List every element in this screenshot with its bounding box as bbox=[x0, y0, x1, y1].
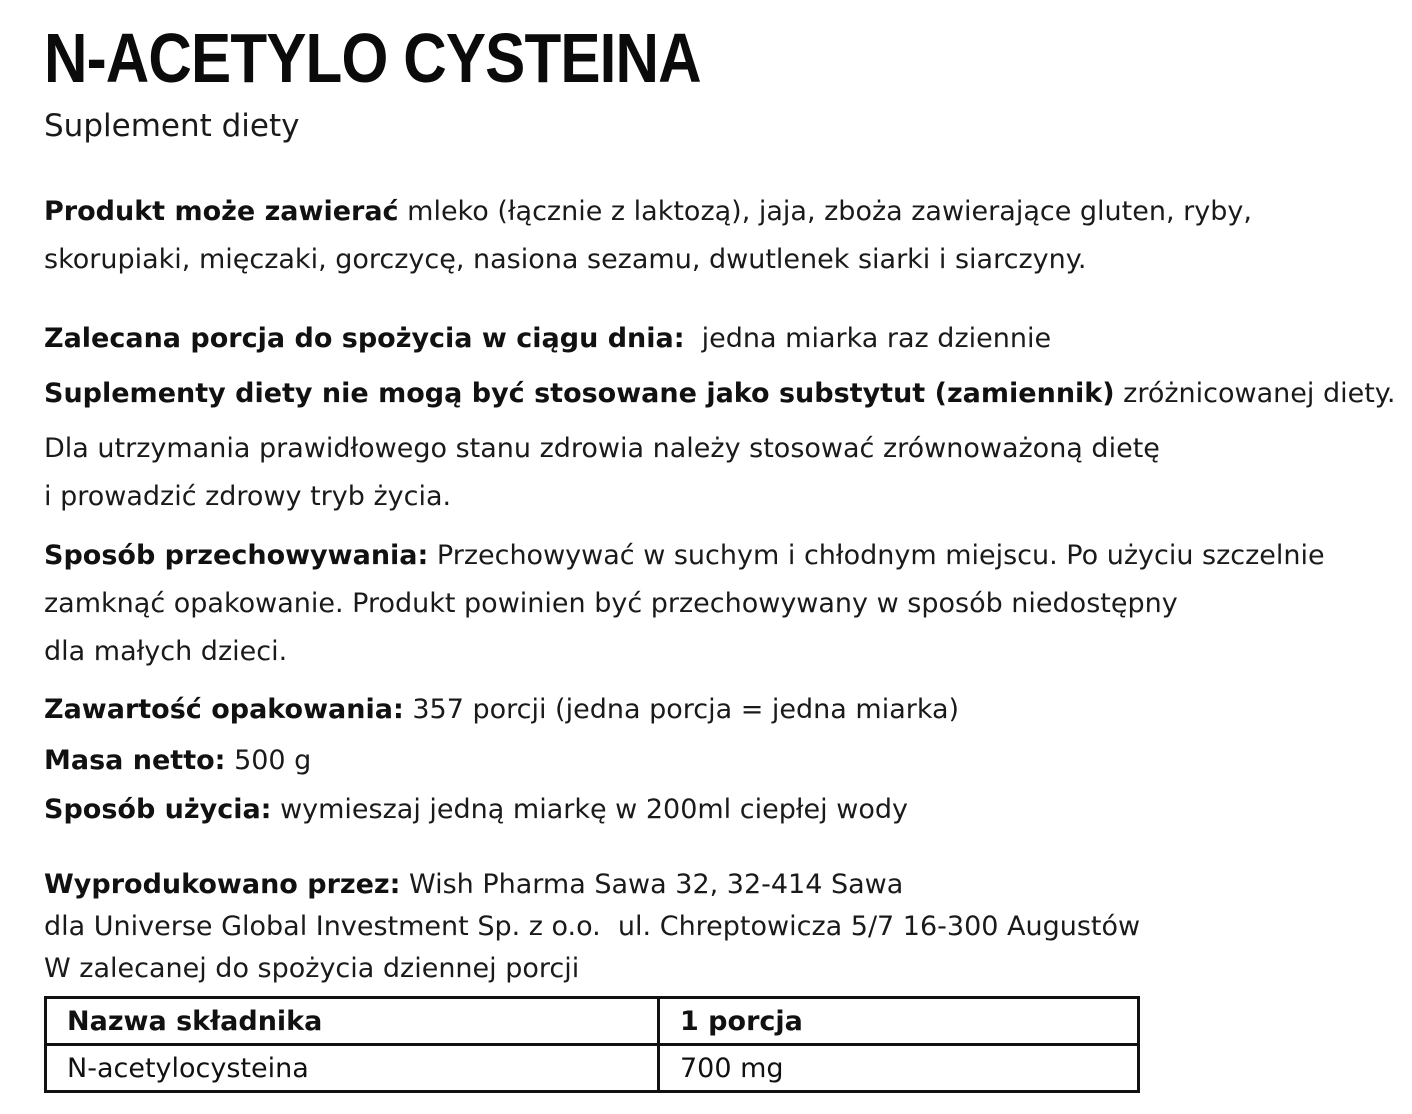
warning-section bbox=[44, 370, 1396, 418]
manufacturer-label: Wyprodukowano przez: bbox=[44, 869, 401, 900]
usage-value: wymieszaj jedną miarkę w 200ml ciepłej wody bbox=[271, 794, 908, 825]
allergens-line-2: skorupiaki, mięczaki, gorczycę, nasiona sezamu, dwutlenek siarki i siarczyny. bbox=[44, 244, 1087, 275]
dosage-value: jedna miarka raz dziennie bbox=[684, 323, 1052, 354]
dosage-label: Zalecana porcja do spożycia w ciągu dnia: bbox=[44, 323, 685, 354]
storage-label: Sposób przechowywania: bbox=[44, 540, 429, 571]
product-subtitle: Suplement diety bbox=[44, 108, 300, 144]
health-line-2: i prowadzić zdrowy tryb życia. bbox=[44, 481, 452, 512]
allergens-line-1 bbox=[44, 188, 1252, 236]
storage-section bbox=[44, 532, 1325, 676]
net-mass-section bbox=[44, 737, 311, 785]
usage-label: Sposób użycia: bbox=[44, 794, 272, 825]
storage-text-1: Przechowywać w suchym i chłodnym miejscu. Po użyciu szczelnie bbox=[428, 540, 1325, 571]
table-header-portion: 1 porcja bbox=[659, 998, 1139, 1045]
storage-line-2: zamknąć opakowanie. Produkt powinien być przechowywany w sposób niedostępny bbox=[44, 588, 1178, 619]
serving-caption: W zalecanej do spożycia dziennej porcji bbox=[44, 953, 580, 984]
allergens-label: Produkt może zawierać bbox=[44, 196, 399, 227]
allergens-section bbox=[44, 188, 1252, 284]
table-cell-ingredient: N-acetylocysteina bbox=[46, 1045, 659, 1092]
table-header-row bbox=[46, 998, 1139, 1045]
health-section bbox=[44, 425, 1160, 521]
manufacturer-section bbox=[44, 864, 1140, 990]
warning-value: zróżnicowanej diety. bbox=[1114, 378, 1396, 409]
contents-section bbox=[44, 686, 959, 734]
product-title: N-ACETYLO CYSTEINA bbox=[44, 19, 701, 97]
allergens-text-1: mleko (łącznie z laktozą), jaja, zboża zawierające gluten, ryby, bbox=[398, 196, 1252, 227]
table-header-ingredient: Nazwa składnika bbox=[46, 998, 659, 1045]
table-row bbox=[46, 1045, 1139, 1092]
usage-section bbox=[44, 786, 908, 834]
ingredients-table bbox=[44, 996, 1140, 1093]
manufacturer-line-2: dla Universe Global Investment Sp. z o.o. ul. Chreptowicza 5/7 16-300 Augustów bbox=[44, 911, 1141, 942]
warning-label: Suplementy diety nie mogą być stosowane jako substytut (zamiennik) bbox=[44, 378, 1115, 409]
storage-line-3: dla małych dzieci. bbox=[44, 636, 288, 667]
health-line-1: Dla utrzymania prawidłowego stanu zdrowia należy stosować zrównoważoną dietę bbox=[44, 433, 1160, 464]
net-mass-label: Masa netto: bbox=[44, 745, 226, 776]
dosage-section bbox=[44, 315, 1051, 363]
table-cell-amount: 700 mg bbox=[659, 1045, 1139, 1092]
manufacturer-text-1: Wish Pharma Sawa 32, 32-414 Sawa bbox=[400, 869, 904, 900]
net-mass-value: 500 g bbox=[225, 745, 312, 776]
contents-label: Zawartość opakowania: bbox=[44, 694, 404, 725]
contents-value: 357 porcji (jedna porcja = jedna miarka) bbox=[403, 694, 960, 725]
